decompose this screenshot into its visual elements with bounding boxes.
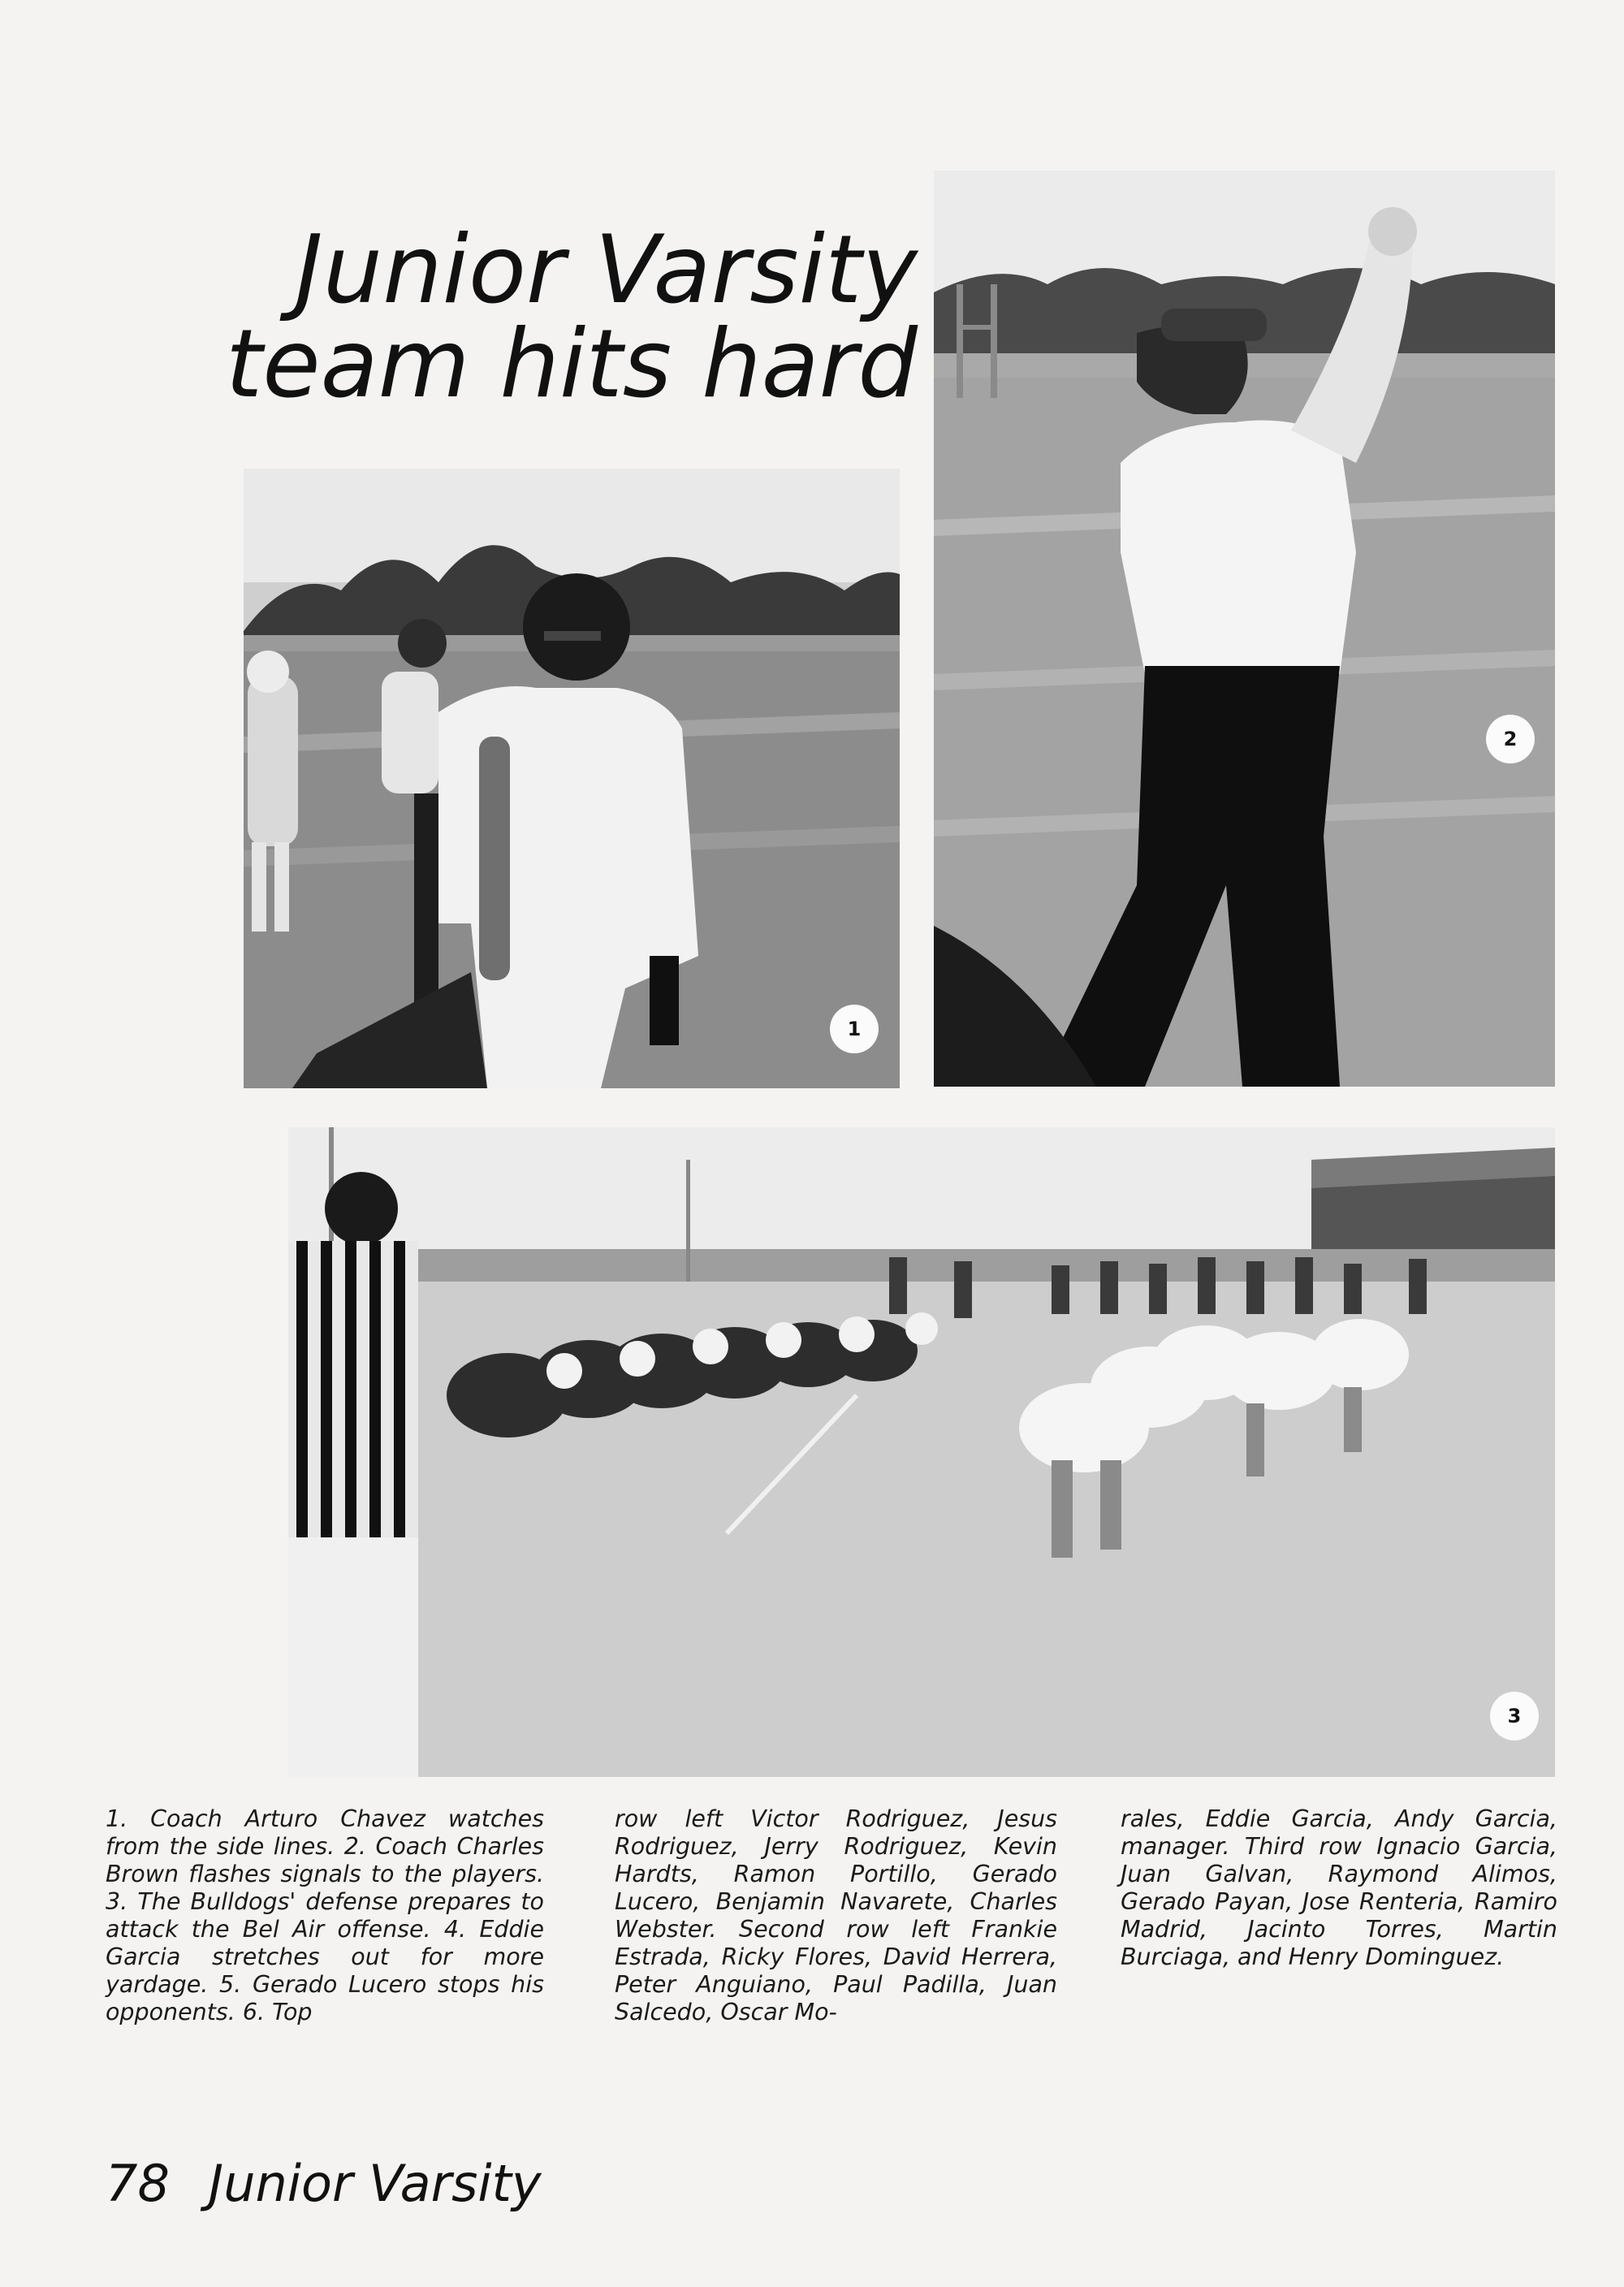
- photo-3-image: [288, 1127, 1555, 1777]
- headline-line-1: Junior Varsity: [295, 215, 918, 325]
- photo-line-of-scrimmage: [288, 1127, 1555, 1777]
- photo-coach-signaling: [934, 171, 1555, 1087]
- photo-1-image: [244, 469, 900, 1088]
- photo-number-badge: 2: [1486, 715, 1535, 763]
- page-footer: [106, 2154, 542, 2213]
- caption-column-3: rales, Eddie Garcia, Andy Garcia, manager. Third row Ignacio Garcia, Juan Galvan, Raymond Alimos, Gerado Payan, Jose Renteria, Ramiro Madrid, Jacinto Torres, Martin Burciaga, and Henry Dominguez.: [1121, 1805, 1557, 1970]
- caption-column-1: 1. Coach Arturo Chavez watches from the side lines. 2. Coach Charles Brown flashes signals to the players. 3. The Bulldogs' defense prepares to attack the Bel Air offense. 4. Eddie Garcia stretches out for more yardage. 5. Gerado Lucero stops his opponents. 6. Top: [106, 1805, 544, 2025]
- headline: [138, 215, 918, 419]
- photo-2-image: [934, 171, 1555, 1087]
- section-title: Junior Varsity: [208, 2154, 542, 2213]
- headline-line-2: team hits hard: [225, 309, 918, 419]
- photo-number-badge: 1: [830, 1005, 879, 1053]
- photo-coach-sideline: [244, 469, 900, 1088]
- caption-column-2: row left Victor Rodriguez, Jesus Rodriguez, Jerry Rodriguez, Kevin Hardts, Ramon Portillo, Gerado Lucero, Benjamin Navarete, Charles Webster. Second row left Frankie Estrada, Ricky Flores, David Herrera, Peter Anguiano, Paul Padilla, Juan Salcedo, Oscar Mo-: [615, 1805, 1057, 2025]
- photo-number-badge: 3: [1490, 1692, 1539, 1740]
- page-number: 78: [106, 2154, 170, 2213]
